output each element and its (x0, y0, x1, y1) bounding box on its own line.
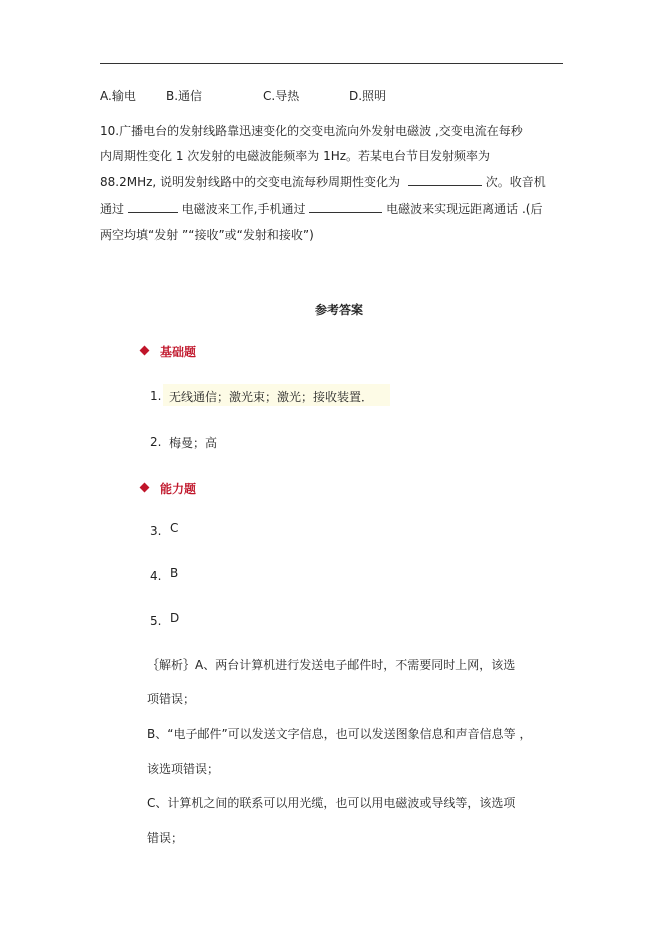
question-10-line1: 10.广播电台的发射线路靠迅速变化的交变电流向外发射电磁波 ,交变电流在每秒 (100, 124, 523, 138)
answer-number-2: 2. (150, 435, 162, 449)
option-b: B.通信 (166, 89, 203, 103)
question-10-line3: 88.2MHz, 说明发射线路中的交变电流每秒周期性变化为 次。收音机 (100, 175, 546, 189)
question-10-line5: 两空均填“发射 ”“接收”或“发射和接收”) (100, 228, 314, 242)
option-d: D.照明 (349, 89, 387, 103)
analysis-line-4: 该选项错误； (147, 762, 220, 776)
answer-text-3: C (170, 521, 179, 535)
blank-1 (408, 174, 482, 186)
diamond-bullet-icon (140, 346, 150, 356)
analysis-line-2: 项错误； (147, 692, 196, 706)
section-basic-label: 基础题 (160, 345, 197, 359)
top-divider (100, 63, 563, 64)
section-ability-label: 能力题 (160, 482, 197, 496)
diamond-bullet-icon (140, 483, 150, 493)
analysis-line-6: 错误； (147, 831, 184, 845)
answer-number-4: 4. (150, 569, 162, 583)
blank-3 (309, 201, 382, 213)
blank-2 (128, 201, 178, 213)
analysis-line-5: C、计算机之间的联系可以用光缆，也可以用电磁波或导线等，该选项 (147, 796, 516, 810)
answer-number-1: 1. (150, 389, 162, 403)
answer-text-2: 梅曼；高 (169, 436, 218, 450)
analysis-line-3: B、“电子邮件”可以发送文字信息，也可以发送图象信息和声音信息等 ， (147, 727, 532, 741)
answer-text-4: B (170, 566, 179, 580)
answer-text-5: D (170, 611, 180, 625)
analysis-line-1: ｛解析｝A、两台计算机进行发送电子邮件时，不需要同时上网，该选 (147, 658, 516, 672)
question-10-line2: 内周期性变化 1 次发射的电磁波能频率为 1Hz。若某电台节目发射频率为 (100, 149, 491, 163)
option-c: C.导热 (263, 89, 300, 103)
answer-title: 参考答案 (315, 303, 364, 317)
answer-number-3: 3. (150, 524, 162, 538)
answer-text-1: 无线通信；激光束；激光；接收装置． (169, 390, 374, 404)
question-10-line4: 通过 电磁波来工作,手机通过 电磁波来实现远距离通话 .(后 (100, 202, 543, 216)
answer-number-5: 5. (150, 614, 162, 628)
option-a: A.输电 (100, 89, 136, 103)
